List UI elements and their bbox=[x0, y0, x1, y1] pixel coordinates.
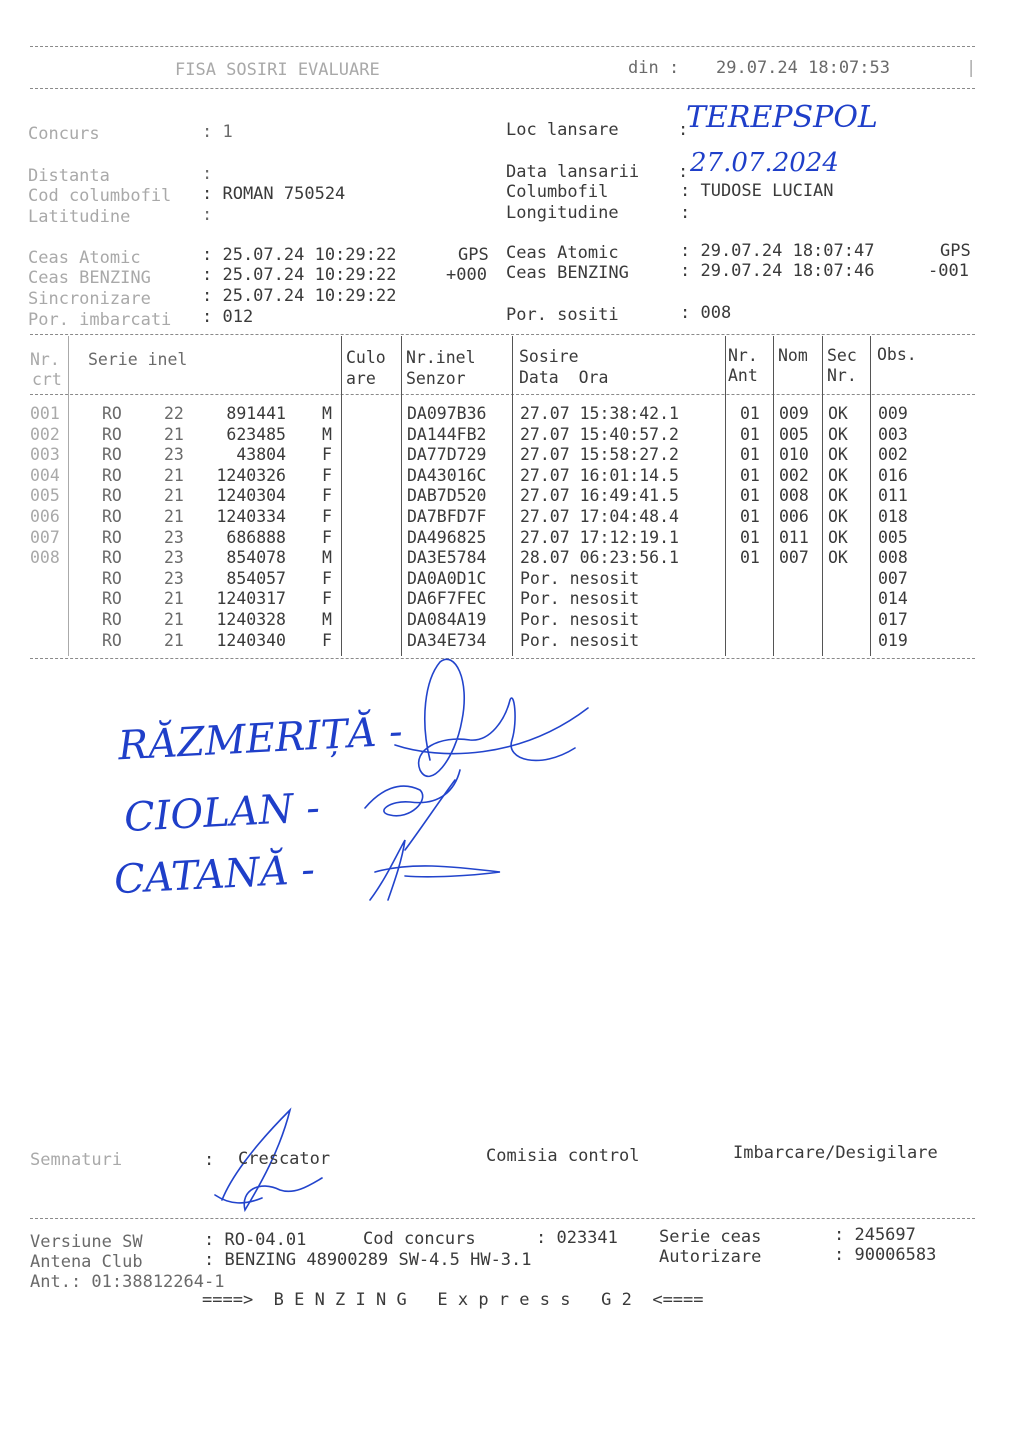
cell-year: 23 bbox=[164, 568, 184, 588]
cell-arrival: 27.07 17:12:19.1 bbox=[520, 527, 679, 547]
th-sec-2: Nr. bbox=[827, 366, 857, 385]
ceas-benzing-end-value: : 29.07.24 18:07:46 bbox=[680, 261, 875, 281]
longitudine-label: Longitudine bbox=[506, 203, 619, 223]
cell-ring: 1240328 bbox=[216, 610, 286, 629]
loc-lansare-label: Loc lansare bbox=[506, 120, 619, 140]
cod-concurs-value: : 023341 bbox=[536, 1228, 618, 1248]
cell-sec: OK bbox=[828, 445, 848, 465]
versiune-sw-value: : RO-04.01 bbox=[204, 1230, 307, 1250]
cell-arrival: 27.07 16:01:14.5 bbox=[520, 465, 679, 485]
cell-obs: 008 bbox=[878, 548, 908, 568]
concurs-label: Concurs bbox=[28, 124, 100, 144]
cell-ring: 1240317 bbox=[216, 589, 286, 609]
cell-country: RO bbox=[102, 404, 122, 423]
cod-columbofil-label: Cod columbofil bbox=[28, 186, 172, 206]
th-nrant-2: Ant bbox=[728, 366, 758, 385]
th-culoare-1: Culo bbox=[346, 348, 386, 367]
th-serie-inel: Serie inel bbox=[88, 350, 188, 369]
cell-nom: 005 bbox=[779, 424, 809, 444]
cell-sex: M bbox=[322, 424, 332, 444]
document-title: FISA SOSIRI EVALUARE bbox=[175, 60, 380, 80]
cell-obs: 007 bbox=[878, 568, 908, 588]
cell-ring: 1240334 bbox=[216, 507, 286, 526]
cell-obs: 002 bbox=[878, 445, 908, 465]
cell-country: RO bbox=[102, 507, 122, 526]
cell-ant: 01 bbox=[740, 486, 760, 506]
cell-sec: OK bbox=[828, 404, 848, 423]
cell-sex: F bbox=[322, 486, 332, 506]
data-lansarii-sep: : bbox=[678, 162, 689, 182]
comisia-control-label: Comisia control bbox=[486, 1146, 640, 1166]
cell-sensor: DA097B36 bbox=[407, 404, 487, 423]
cell-nr: 006 bbox=[30, 507, 60, 526]
ceas-atomic-start-value: : 25.07.24 10:29:22 bbox=[202, 245, 397, 265]
cell-year: 23 bbox=[164, 548, 184, 568]
cell-nom: 006 bbox=[779, 507, 809, 526]
sositi-value: : 008 bbox=[680, 303, 732, 323]
ceas-atomic-end-label: Ceas Atomic bbox=[506, 243, 619, 263]
cell-country: RO bbox=[102, 465, 122, 485]
crescator-label: Crescator bbox=[238, 1149, 331, 1169]
cell-sensor: DA3E5784 bbox=[407, 548, 487, 568]
autorizare-value: : 90006583 bbox=[834, 1245, 937, 1265]
cell-sex: F bbox=[322, 527, 332, 547]
cell-sec: OK bbox=[828, 465, 848, 485]
cell-ant: 01 bbox=[740, 507, 760, 526]
cell-ant: 01 bbox=[740, 424, 760, 444]
cell-sensor: DA0A0D1C bbox=[407, 568, 487, 588]
ceas-atomic-start-label: Ceas Atomic bbox=[28, 248, 141, 268]
ceas-benzing-end-label: Ceas BENZING bbox=[506, 263, 629, 283]
cell-sex: F bbox=[322, 589, 332, 609]
cell-obs: 009 bbox=[878, 404, 908, 423]
cell-sensor: DA77D729 bbox=[407, 445, 487, 465]
ceas-benzing-end-suffix: -001 bbox=[928, 261, 969, 281]
ant-line: Ant.: 01:38812264-1 bbox=[30, 1272, 225, 1292]
cell-ring: 854057 bbox=[226, 568, 286, 588]
cell-obs: 018 bbox=[878, 507, 908, 526]
cell-sensor: DA084A19 bbox=[407, 610, 487, 629]
antena-club-value: : BENZING 48900289 SW-4.5 HW-3.1 bbox=[204, 1250, 532, 1270]
cell-nom: 007 bbox=[779, 548, 809, 568]
cell-nr: 007 bbox=[30, 527, 60, 547]
cell-ant: 01 bbox=[740, 527, 760, 547]
cell-sec: OK bbox=[828, 507, 848, 526]
columbofil-value: : TUDOSE LUCIAN bbox=[680, 181, 834, 201]
th-crt: crt bbox=[32, 370, 62, 389]
cell-ring: 623485 bbox=[226, 424, 286, 444]
cell-obs: 003 bbox=[878, 424, 908, 444]
cell-obs: 005 bbox=[878, 527, 908, 547]
sincronizare-value: : 25.07.24 10:29:22 bbox=[202, 286, 397, 306]
benzing-brand-line: ====> B E N Z I N G E x p r e s s G 2 <==== bbox=[202, 1290, 704, 1310]
cell-sex: F bbox=[322, 507, 332, 526]
ceas-atomic-end-suffix: GPS bbox=[940, 241, 971, 261]
antena-club-label: Antena Club bbox=[30, 1252, 143, 1272]
cell-ring: 1240326 bbox=[216, 465, 286, 485]
th-nrinel-2: Senzor bbox=[406, 369, 466, 388]
cell-country: RO bbox=[102, 548, 122, 568]
cell-year: 21 bbox=[164, 589, 184, 609]
ceas-benzing-start-label: Ceas BENZING bbox=[28, 268, 151, 288]
cell-nom: 011 bbox=[779, 527, 809, 547]
cell-arrival: Por. nesosit bbox=[520, 568, 640, 588]
cell-arrival: Por. nesosit bbox=[520, 589, 640, 609]
cell-arrival: Por. nesosit bbox=[520, 610, 640, 629]
cell-ant: 01 bbox=[740, 404, 760, 423]
loc-lansare-sep: : bbox=[678, 120, 689, 140]
cell-nom: 008 bbox=[779, 486, 809, 506]
cell-obs: 016 bbox=[878, 465, 908, 485]
cell-sex: M bbox=[322, 404, 332, 423]
cell-nr: 008 bbox=[30, 548, 60, 568]
cell-country: RO bbox=[102, 630, 122, 650]
cell-arrival: 28.07 06:23:56.1 bbox=[520, 548, 679, 568]
cell-nr: 005 bbox=[30, 486, 60, 506]
cell-obs: 011 bbox=[878, 486, 908, 506]
longitudine-value: : bbox=[680, 203, 691, 223]
cell-year: 21 bbox=[164, 424, 184, 444]
distanta-value: : bbox=[202, 164, 213, 184]
cell-ring: 891441 bbox=[226, 404, 286, 423]
signature-3 bbox=[370, 840, 405, 900]
cell-arrival: Por. nesosit bbox=[520, 630, 640, 650]
distanta-label: Distanta bbox=[28, 166, 110, 186]
cell-nom: 002 bbox=[779, 465, 809, 485]
latitudine-value: : bbox=[202, 205, 213, 225]
cell-sensor: DAB7D520 bbox=[407, 486, 487, 506]
footer-rule bbox=[30, 1218, 975, 1219]
latitudine-label: Latitudine bbox=[28, 207, 131, 227]
cell-country: RO bbox=[102, 486, 122, 506]
cell-ring: 43804 bbox=[236, 445, 286, 465]
sositi-label: Por. sositi bbox=[506, 305, 619, 325]
cell-sex: M bbox=[322, 610, 332, 629]
cell-country: RO bbox=[102, 610, 122, 629]
cell-year: 23 bbox=[164, 527, 184, 547]
cell-nr: 003 bbox=[30, 445, 60, 465]
cell-ring: 854078 bbox=[226, 548, 286, 568]
cell-year: 21 bbox=[164, 630, 184, 650]
th-sosire-1: Sosire bbox=[519, 347, 579, 366]
cell-ant: 01 bbox=[740, 465, 760, 485]
cell-sec: OK bbox=[828, 486, 848, 506]
cell-sex: F bbox=[322, 630, 332, 650]
semnaturi-label: Semnaturi bbox=[30, 1150, 123, 1170]
cell-year: 21 bbox=[164, 486, 184, 506]
header-datetime: 29.07.24 18:07:53 bbox=[716, 58, 890, 78]
cell-year: 21 bbox=[164, 610, 184, 629]
th-culoare-2: are bbox=[346, 369, 376, 388]
cell-arrival: 27.07 15:58:27.2 bbox=[520, 445, 679, 465]
cell-sex: F bbox=[322, 465, 332, 485]
cell-sec: OK bbox=[828, 548, 848, 568]
serie-ceas-value: : 245697 bbox=[834, 1225, 916, 1245]
header-end-bar: | bbox=[966, 58, 977, 78]
cell-country: RO bbox=[102, 445, 122, 465]
cell-country: RO bbox=[102, 527, 122, 547]
cell-nom: 010 bbox=[779, 445, 809, 465]
ceas-benzing-start-suffix: +000 bbox=[446, 265, 487, 285]
data-lansarii-label: Data lansarii bbox=[506, 162, 640, 182]
ceas-benzing-start-value: : 25.07.24 10:29:22 bbox=[202, 265, 397, 285]
header-din-label: din : bbox=[628, 58, 680, 78]
cell-year: 22 bbox=[164, 404, 184, 423]
handwritten-name-3: CATANĂ - bbox=[112, 846, 316, 904]
cell-nr: 002 bbox=[30, 424, 60, 444]
cell-obs: 017 bbox=[878, 610, 908, 629]
cell-country: RO bbox=[102, 589, 122, 609]
concurs-value: : 1 bbox=[202, 122, 233, 142]
ceas-atomic-start-suffix: GPS bbox=[458, 245, 489, 265]
cell-arrival: 27.07 15:38:42.1 bbox=[520, 404, 679, 423]
th-sosire-2: Data Ora bbox=[519, 368, 609, 387]
cell-nom: 009 bbox=[779, 404, 809, 423]
handwritten-name-1: RĂZMERIȚĂ - bbox=[116, 708, 404, 770]
cell-ring: 686888 bbox=[226, 527, 286, 547]
cell-country: RO bbox=[102, 424, 122, 444]
cell-country: RO bbox=[102, 568, 122, 588]
data-lansarii-handwritten: 27.07.2024 bbox=[690, 148, 839, 178]
cod-columbofil-value: : ROMAN 750524 bbox=[202, 184, 346, 204]
cell-ant: 01 bbox=[740, 445, 760, 465]
signature-1 bbox=[419, 659, 575, 776]
cell-sex: F bbox=[322, 445, 332, 465]
loc-lansare-handwritten: TEREPSPOL bbox=[686, 100, 878, 135]
cell-obs: 014 bbox=[878, 589, 908, 609]
th-nrant-1: Nr. bbox=[728, 346, 758, 365]
imbarcati-value: : 012 bbox=[202, 307, 254, 327]
cell-year: 23 bbox=[164, 445, 184, 465]
handwritten-name-2: CIOLAN - bbox=[122, 784, 321, 842]
ceas-atomic-end-value: : 29.07.24 18:07:47 bbox=[680, 241, 875, 261]
semnaturi-sep: : bbox=[204, 1150, 215, 1170]
cell-year: 21 bbox=[164, 465, 184, 485]
cell-nr: 004 bbox=[30, 465, 60, 485]
cell-sensor: DA144FB2 bbox=[407, 424, 487, 444]
serie-ceas-label: Serie ceas bbox=[659, 1227, 762, 1247]
imbarcare-desigilare-label: Imbarcare/Desigilare bbox=[733, 1143, 938, 1163]
th-obs: Obs. bbox=[877, 345, 917, 364]
cell-sensor: DA496825 bbox=[407, 527, 487, 547]
cell-sec: OK bbox=[828, 424, 848, 444]
cell-ant: 01 bbox=[740, 548, 760, 568]
columbofil-label: Columbofil bbox=[506, 182, 609, 202]
th-nom: Nom bbox=[778, 346, 808, 365]
cell-sensor: DA34E734 bbox=[407, 630, 487, 650]
th-nr: Nr. bbox=[30, 350, 60, 369]
cell-year: 21 bbox=[164, 507, 184, 526]
versiune-sw-label: Versiune SW bbox=[30, 1232, 143, 1252]
imbarcati-label: Por. imbarcati bbox=[28, 310, 172, 330]
autorizare-label: Autorizare bbox=[659, 1247, 762, 1267]
cell-sex: F bbox=[322, 568, 332, 588]
cell-arrival: 27.07 16:49:41.5 bbox=[520, 486, 679, 506]
cell-sensor: DA6F7FEC bbox=[407, 589, 487, 609]
th-sec-1: Sec bbox=[827, 346, 857, 365]
cell-sex: M bbox=[322, 548, 332, 568]
cell-ring: 1240340 bbox=[216, 630, 286, 650]
cell-sec: OK bbox=[828, 527, 848, 547]
cell-arrival: 27.07 15:40:57.2 bbox=[520, 424, 679, 444]
cell-sensor: DA7BFD7F bbox=[407, 507, 487, 526]
cod-concurs-label: Cod concurs bbox=[363, 1229, 476, 1249]
cell-obs: 019 bbox=[878, 630, 908, 650]
cell-arrival: 27.07 17:04:48.4 bbox=[520, 507, 679, 526]
cell-nr: 001 bbox=[30, 404, 60, 423]
th-nrinel-1: Nr.inel bbox=[406, 348, 476, 367]
cell-sensor: DA43016C bbox=[407, 465, 487, 485]
sincronizare-label: Sincronizare bbox=[28, 289, 151, 309]
cell-ring: 1240304 bbox=[216, 486, 286, 506]
